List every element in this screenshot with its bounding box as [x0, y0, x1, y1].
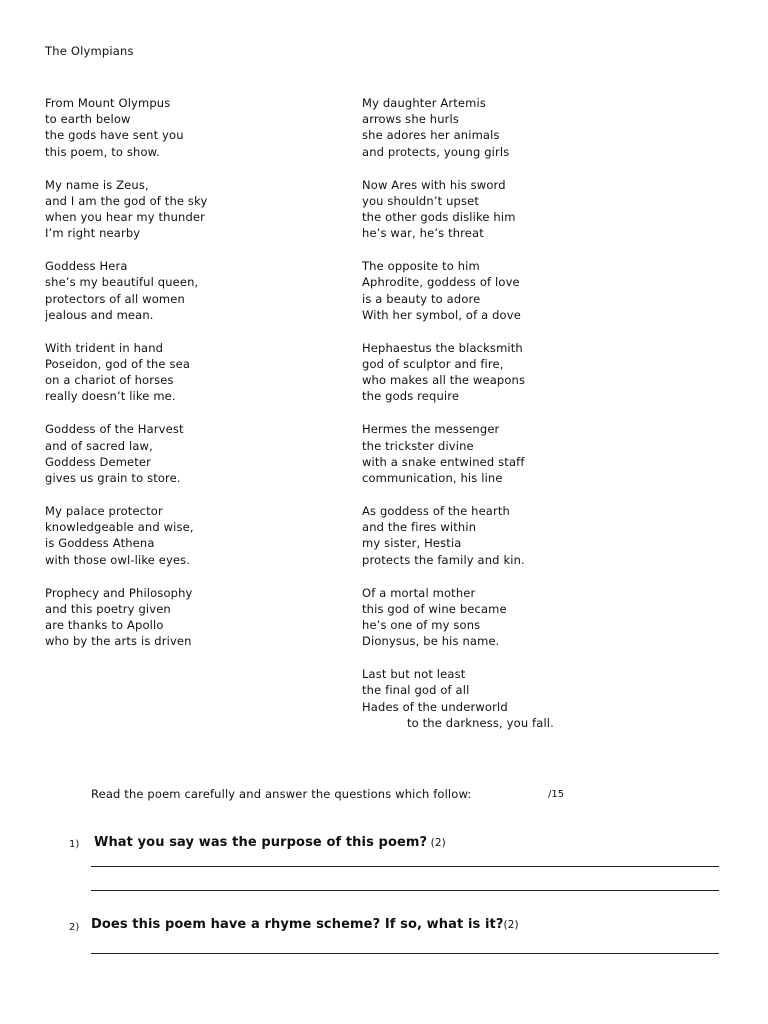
poem-line: god of sculptor and fire, — [362, 357, 504, 372]
question-marks: (2) — [503, 919, 519, 931]
poem-line: The opposite to him — [362, 259, 480, 274]
stanza — [362, 340, 692, 405]
poem-line: the gods require — [362, 389, 460, 404]
poem-line: I’m right nearby — [45, 226, 141, 241]
poem-right-column — [362, 95, 692, 748]
poem-line: the other gods dislike him — [362, 210, 516, 225]
poem-line: Now Ares with his sword — [362, 177, 506, 192]
stanza — [362, 666, 692, 731]
poem-left-column — [45, 95, 345, 666]
answer-line[interactable] — [91, 890, 719, 891]
stanza — [45, 258, 345, 323]
poem-line: As goddess of the hearth — [362, 504, 510, 519]
poem-line: gives us grain to store. — [45, 471, 181, 486]
answer-line[interactable] — [91, 866, 719, 867]
question-prompt: What you say was the purpose of this poem? — [94, 835, 428, 850]
poem-line: to earth below — [45, 112, 131, 127]
page-title: The Olympians — [45, 44, 134, 58]
poem-line: who makes all the weapons — [362, 373, 526, 388]
stanza — [45, 503, 345, 568]
poem-line: Hades of the underworld — [362, 699, 508, 714]
poem-line: and protects, young girls — [362, 144, 510, 159]
poem-line: My palace protector — [45, 504, 163, 519]
poem-line: he’s one of my sons — [362, 618, 481, 633]
poem-line: are thanks to Apollo — [45, 618, 164, 633]
poem-line: with a snake entwined staff — [362, 454, 525, 469]
poem-line: on a chariot of horses — [45, 373, 174, 388]
poem-line: Hephaestus the blacksmith — [362, 340, 523, 355]
stanza — [362, 503, 692, 568]
answer-line[interactable] — [91, 953, 719, 954]
question-prompt: Does this poem have a rhyme scheme? If so, what is it? — [91, 917, 504, 932]
poem-line: Prophecy and Philosophy — [45, 585, 193, 600]
total-marks: /15 — [548, 789, 565, 800]
poem-line: the gods have sent you — [45, 128, 184, 143]
poem-line: Of a mortal mother — [362, 585, 476, 600]
poem-line: who by the arts is driven — [45, 634, 192, 649]
poem-line: communication, his line — [362, 471, 503, 486]
poem-line: Last but not least — [362, 667, 466, 682]
stanza — [45, 421, 345, 486]
poem-line: protectors of all women — [45, 291, 185, 306]
instructions: Read the poem carefully and answer the questions which follow: — [91, 787, 472, 801]
poem-line: Goddess Hera — [45, 259, 128, 274]
poem-line: knowledgeable and wise, — [45, 520, 194, 535]
question-number: 2) — [69, 922, 80, 933]
poem-line: From Mount Olympus — [45, 96, 171, 110]
poem-line: and the fires within — [362, 520, 477, 535]
poem-line: is Goddess Athena — [45, 536, 155, 551]
poem-line: arrows she hurls — [362, 112, 460, 127]
stanza — [45, 177, 345, 242]
stanza — [362, 258, 692, 323]
poem-line: Dionysus, be his name. — [362, 634, 500, 649]
stanza — [45, 585, 345, 650]
stanza — [45, 95, 345, 160]
poem-line: protects the family and kin. — [362, 552, 525, 567]
stanza — [362, 421, 692, 486]
poem-line: really doesn’t like me. — [45, 389, 176, 404]
poem-line: with those owl-like eyes. — [45, 552, 191, 567]
poem-line: this god of wine became — [362, 601, 507, 616]
poem-line: Aphrodite, goddess of love — [362, 275, 520, 290]
poem-line: With trident in hand — [45, 340, 164, 355]
stanza — [362, 95, 692, 160]
poem-line: the trickster divine — [362, 438, 474, 453]
poem-line: to the darkness, you fall. — [407, 715, 554, 730]
question-number: 1) — [69, 839, 80, 850]
stanza — [45, 340, 345, 405]
poem-line: My name is Zeus, — [45, 177, 149, 192]
poem-line: this poem, to show. — [45, 144, 160, 159]
poem-line: jealous and mean. — [45, 307, 154, 322]
poem-line: is a beauty to adore — [362, 291, 481, 306]
poem-line: and this poetry given — [45, 601, 171, 616]
poem-line: he’s war, he’s threat — [362, 226, 484, 241]
poem-line: and I am the god of the sky — [45, 193, 208, 208]
poem-line: when you hear my thunder — [45, 210, 206, 225]
poem-line: my sister, Hestia — [362, 536, 462, 551]
poem-line: Hermes the messenger — [362, 422, 500, 437]
poem-line: Goddess Demeter — [45, 454, 152, 469]
poem-line: Goddess of the Harvest — [45, 422, 184, 437]
poem-line: she’s my beautiful queen, — [45, 275, 199, 290]
question-text — [91, 917, 519, 932]
poem-line: and of sacred law, — [45, 438, 153, 453]
poem-line: the final god of all — [362, 683, 470, 698]
poem-line: you shouldn’t upset — [362, 193, 480, 208]
poem-line: she adores her animals — [362, 128, 500, 143]
stanza — [362, 585, 692, 650]
poem-line: My daughter Artemis — [362, 96, 486, 110]
poem-line: Poseidon, god of the sea — [45, 357, 191, 372]
stanza — [362, 177, 692, 242]
question-marks: (2) — [427, 837, 446, 849]
question-text — [94, 835, 446, 850]
poem-line: With her symbol, of a dove — [362, 307, 521, 322]
